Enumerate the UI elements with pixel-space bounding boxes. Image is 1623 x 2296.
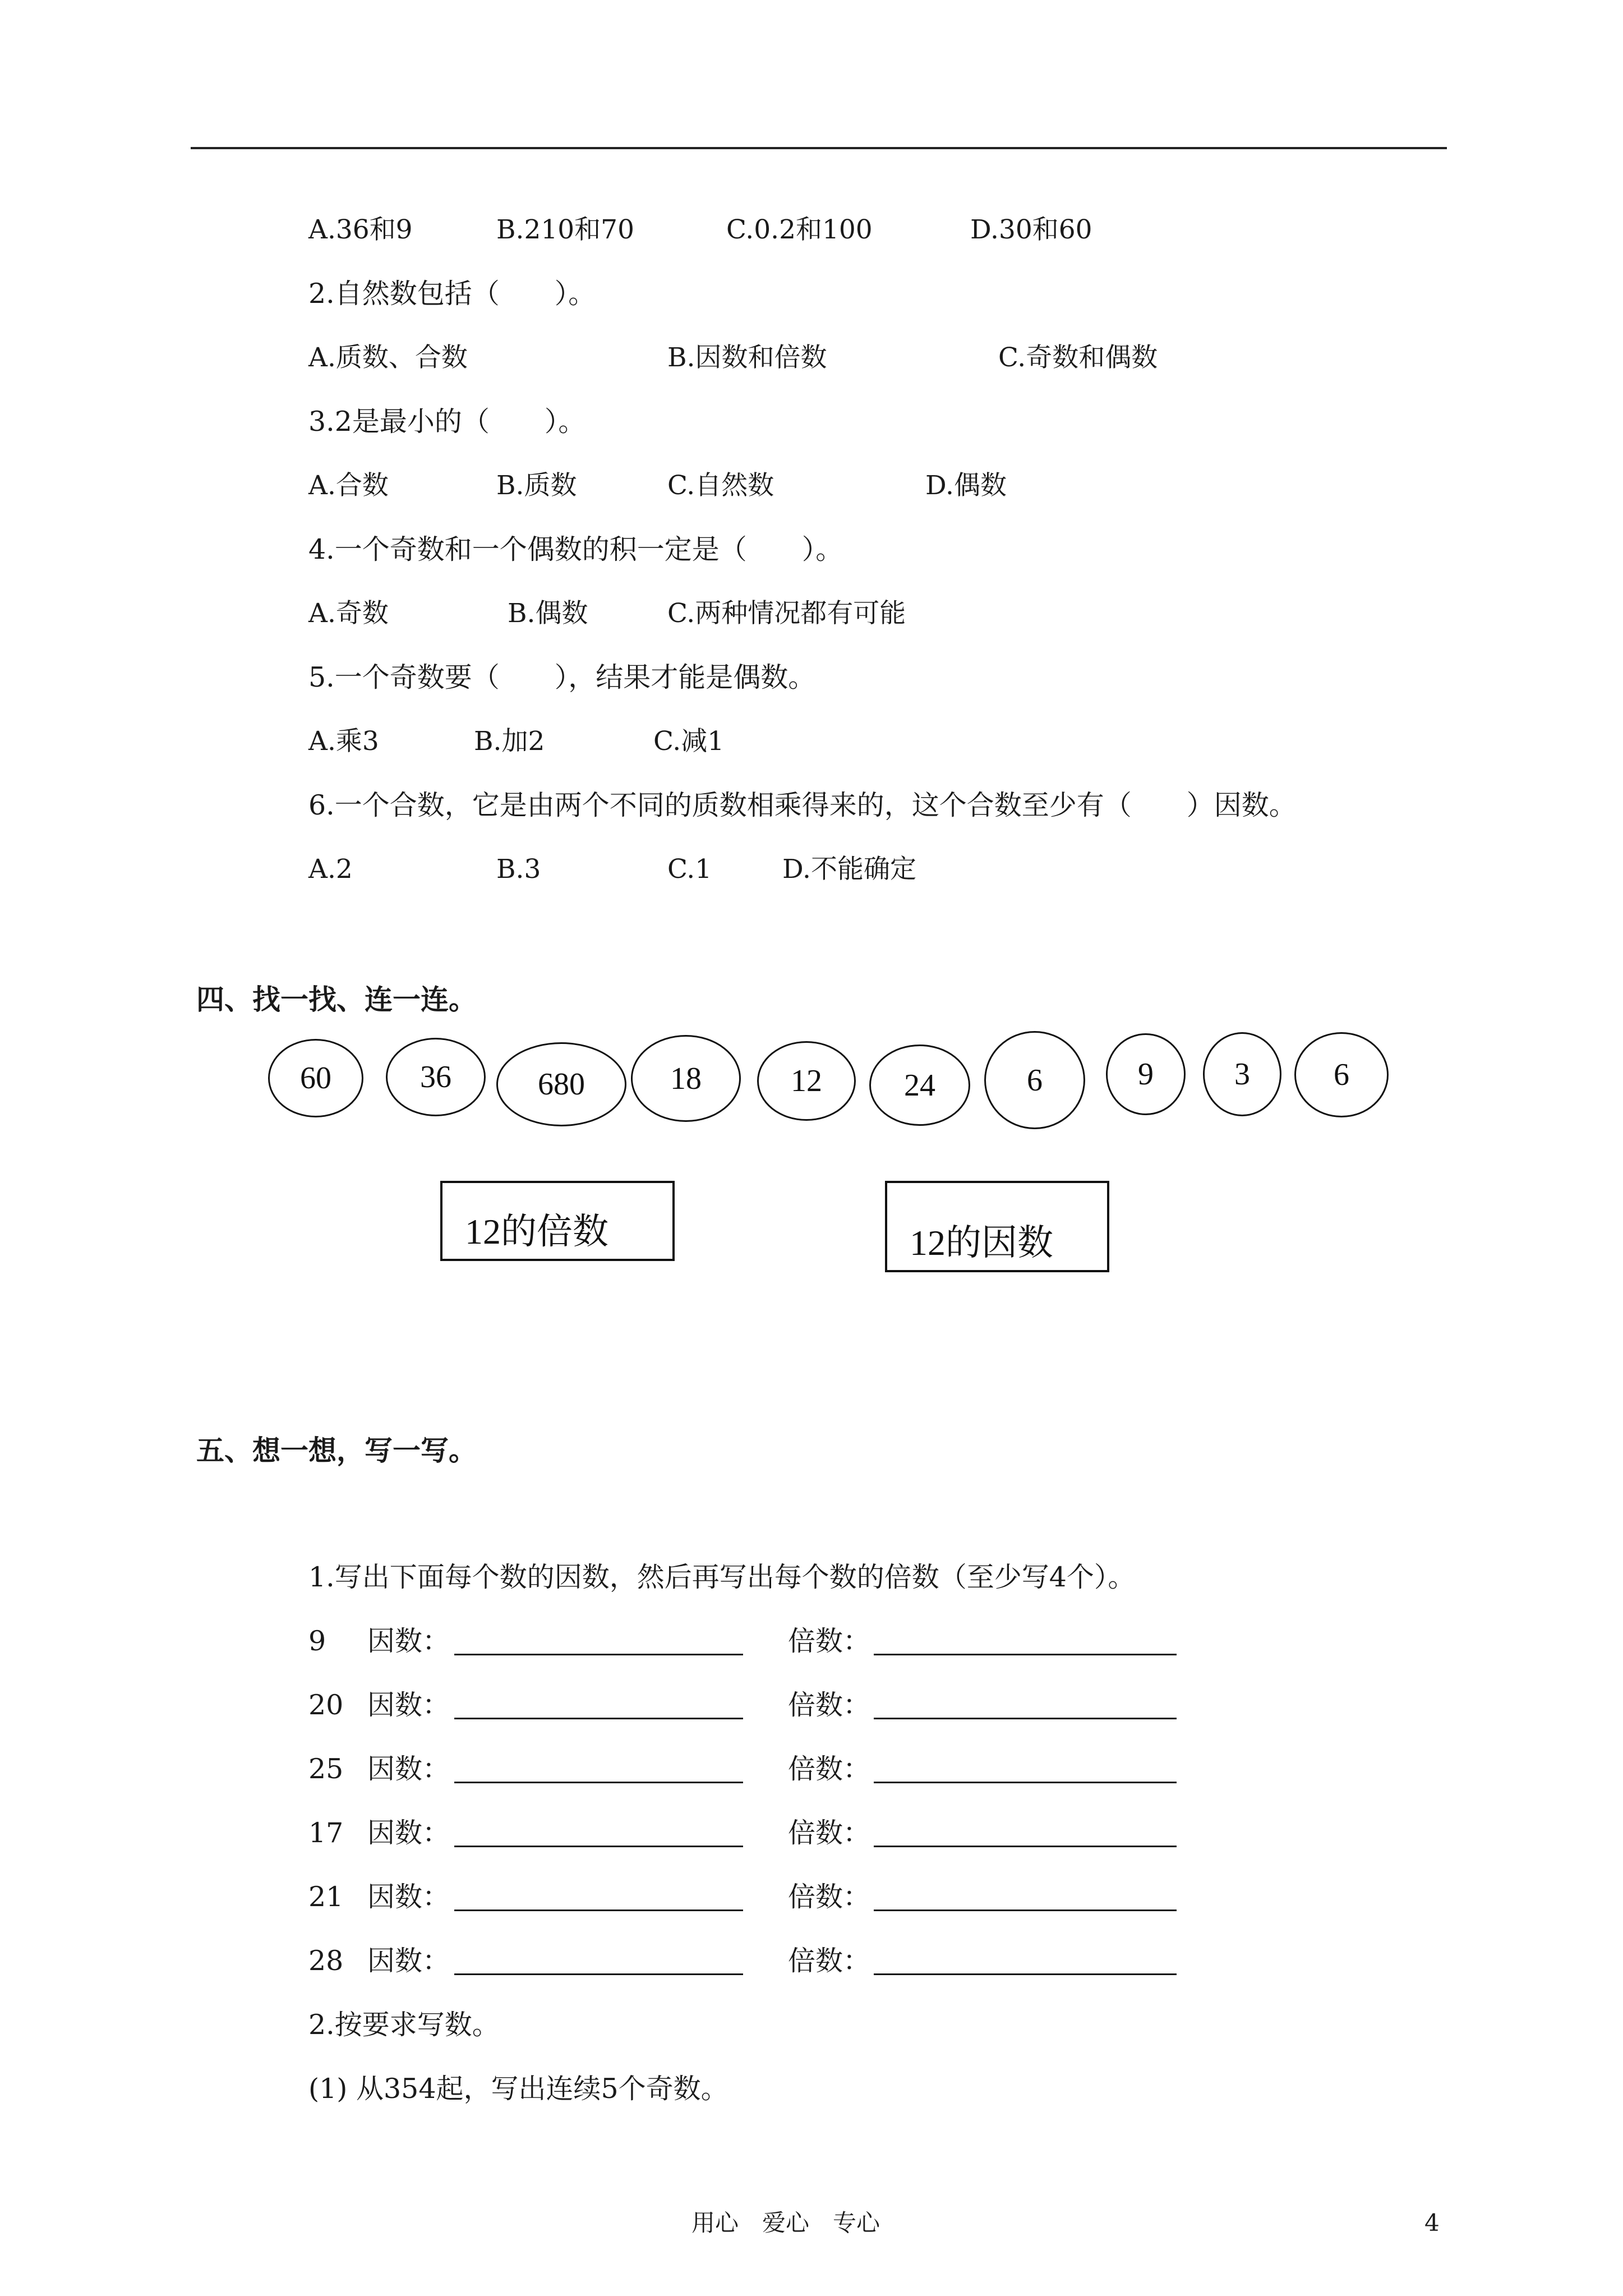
factor-label: 因数： [367,1881,450,1913]
row-number: 21 [308,1881,344,1913]
q4-stem: 4.一个奇数和一个偶数的积一定是（ ）。 [308,533,843,565]
multiple-label: 倍数： [788,1689,871,1721]
q3-option-a: A.合数 [308,470,389,501]
q4-option-c: C.两种情况都有可能 [667,598,906,629]
factor-label: 因数： [367,1753,450,1785]
factor-answer-blank[interactable] [454,1910,743,1911]
q2-option-a: A.质数、合数 [308,342,468,373]
row-number: 20 [308,1689,344,1721]
factor-label: 因数： [367,1689,450,1721]
factor-label: 因数： [367,1817,450,1849]
header-rule [191,147,1447,149]
footer-slogan: 用心 爱心 专心 [691,2209,880,2237]
section4-title: 四、找一找、连一连。 [196,983,477,1016]
row-number: 25 [308,1753,344,1785]
q6-option-c: C.1 [667,854,712,885]
number-oval[interactable]: 18 [631,1035,741,1122]
number-oval[interactable]: 36 [386,1038,486,1116]
factor-answer-blank[interactable] [454,1654,743,1655]
section5-q2: 2.按要求写数。 [308,2009,500,2041]
factor-label: 因数： [367,1945,450,1977]
q6-stem: 6.一个合数，它是由两个不同的质数相乘得来的，这个合数至少有（ ）因数。 [308,789,1297,821]
multiple-answer-blank[interactable] [874,1718,1177,1719]
q6-option-b: B.3 [496,854,541,885]
box-multiples-of-12[interactable] [440,1181,675,1261]
box-multiples-label: 12的倍数 [465,1212,608,1251]
multiple-label: 倍数： [788,1881,871,1913]
multiple-label: 倍数： [788,1817,871,1849]
number-oval[interactable]: 24 [869,1045,970,1126]
factor-answer-blank[interactable] [454,1718,743,1719]
q6-option-d: D.不能确定 [782,854,916,885]
q3-option-b: B.质数 [496,470,577,501]
q6-option-a: A.2 [308,854,353,885]
number-oval[interactable]: 6 [984,1031,1085,1129]
number-oval[interactable]: 3 [1203,1032,1281,1116]
q3-option-d: D.偶数 [925,470,1007,501]
q1-option-b: B.210和70 [496,214,634,245]
section5-q1: 1.写出下面每个数的因数，然后再写出每个数的倍数（至少写4个）。 [308,1561,1136,1593]
q2-stem: 2.自然数包括（ ）。 [308,278,596,310]
multiple-answer-blank[interactable] [874,1910,1177,1911]
row-number: 9 [308,1625,326,1657]
q1-option-a: A.36和9 [308,214,413,245]
q5-stem: 5.一个奇数要（ ），结果才能是偶数。 [308,661,816,693]
factor-answer-blank[interactable] [454,1973,743,1975]
multiple-answer-blank[interactable] [874,1973,1177,1975]
multiple-label: 倍数： [788,1945,871,1977]
q5-option-c: C.减1 [653,726,725,757]
q5-option-b: B.加2 [474,726,545,757]
number-oval[interactable]: 12 [757,1041,856,1121]
multiple-answer-blank[interactable] [874,1782,1177,1783]
q2-option-c: C.奇数和偶数 [998,342,1158,373]
multiple-label: 倍数： [788,1625,871,1657]
box-factors-of-12[interactable] [885,1181,1109,1272]
q2-option-b: B.因数和倍数 [667,342,827,373]
section5-title: 五、想一想，写一写。 [196,1434,477,1467]
page-number: 4 [1424,2209,1440,2237]
q3-stem: 3.2是最小的（ ）。 [308,406,586,438]
factor-label: 因数： [367,1625,450,1657]
number-oval[interactable]: 60 [268,1039,363,1117]
multiple-answer-blank[interactable] [874,1654,1177,1655]
multiple-answer-blank[interactable] [874,1846,1177,1847]
q1-option-d: D.30和60 [970,214,1092,245]
q4-option-b: B.偶数 [508,598,588,629]
row-number: 28 [308,1945,344,1977]
q3-option-c: C.自然数 [667,470,774,501]
number-oval[interactable]: 9 [1106,1033,1186,1115]
number-oval[interactable]: 6 [1294,1032,1389,1117]
number-oval[interactable]: 680 [496,1042,626,1126]
row-number: 17 [308,1817,344,1849]
box-factors-label: 12的因数 [910,1223,1053,1263]
section5-q2-1: (1) 从354起，写出连续5个奇数。 [308,2073,728,2105]
factor-answer-blank[interactable] [454,1846,743,1847]
q1-option-c: C.0.2和100 [726,214,873,245]
q4-option-a: A.奇数 [308,598,389,629]
multiple-label: 倍数： [788,1753,871,1785]
q5-option-a: A.乘3 [308,726,379,757]
factor-answer-blank[interactable] [454,1782,743,1783]
